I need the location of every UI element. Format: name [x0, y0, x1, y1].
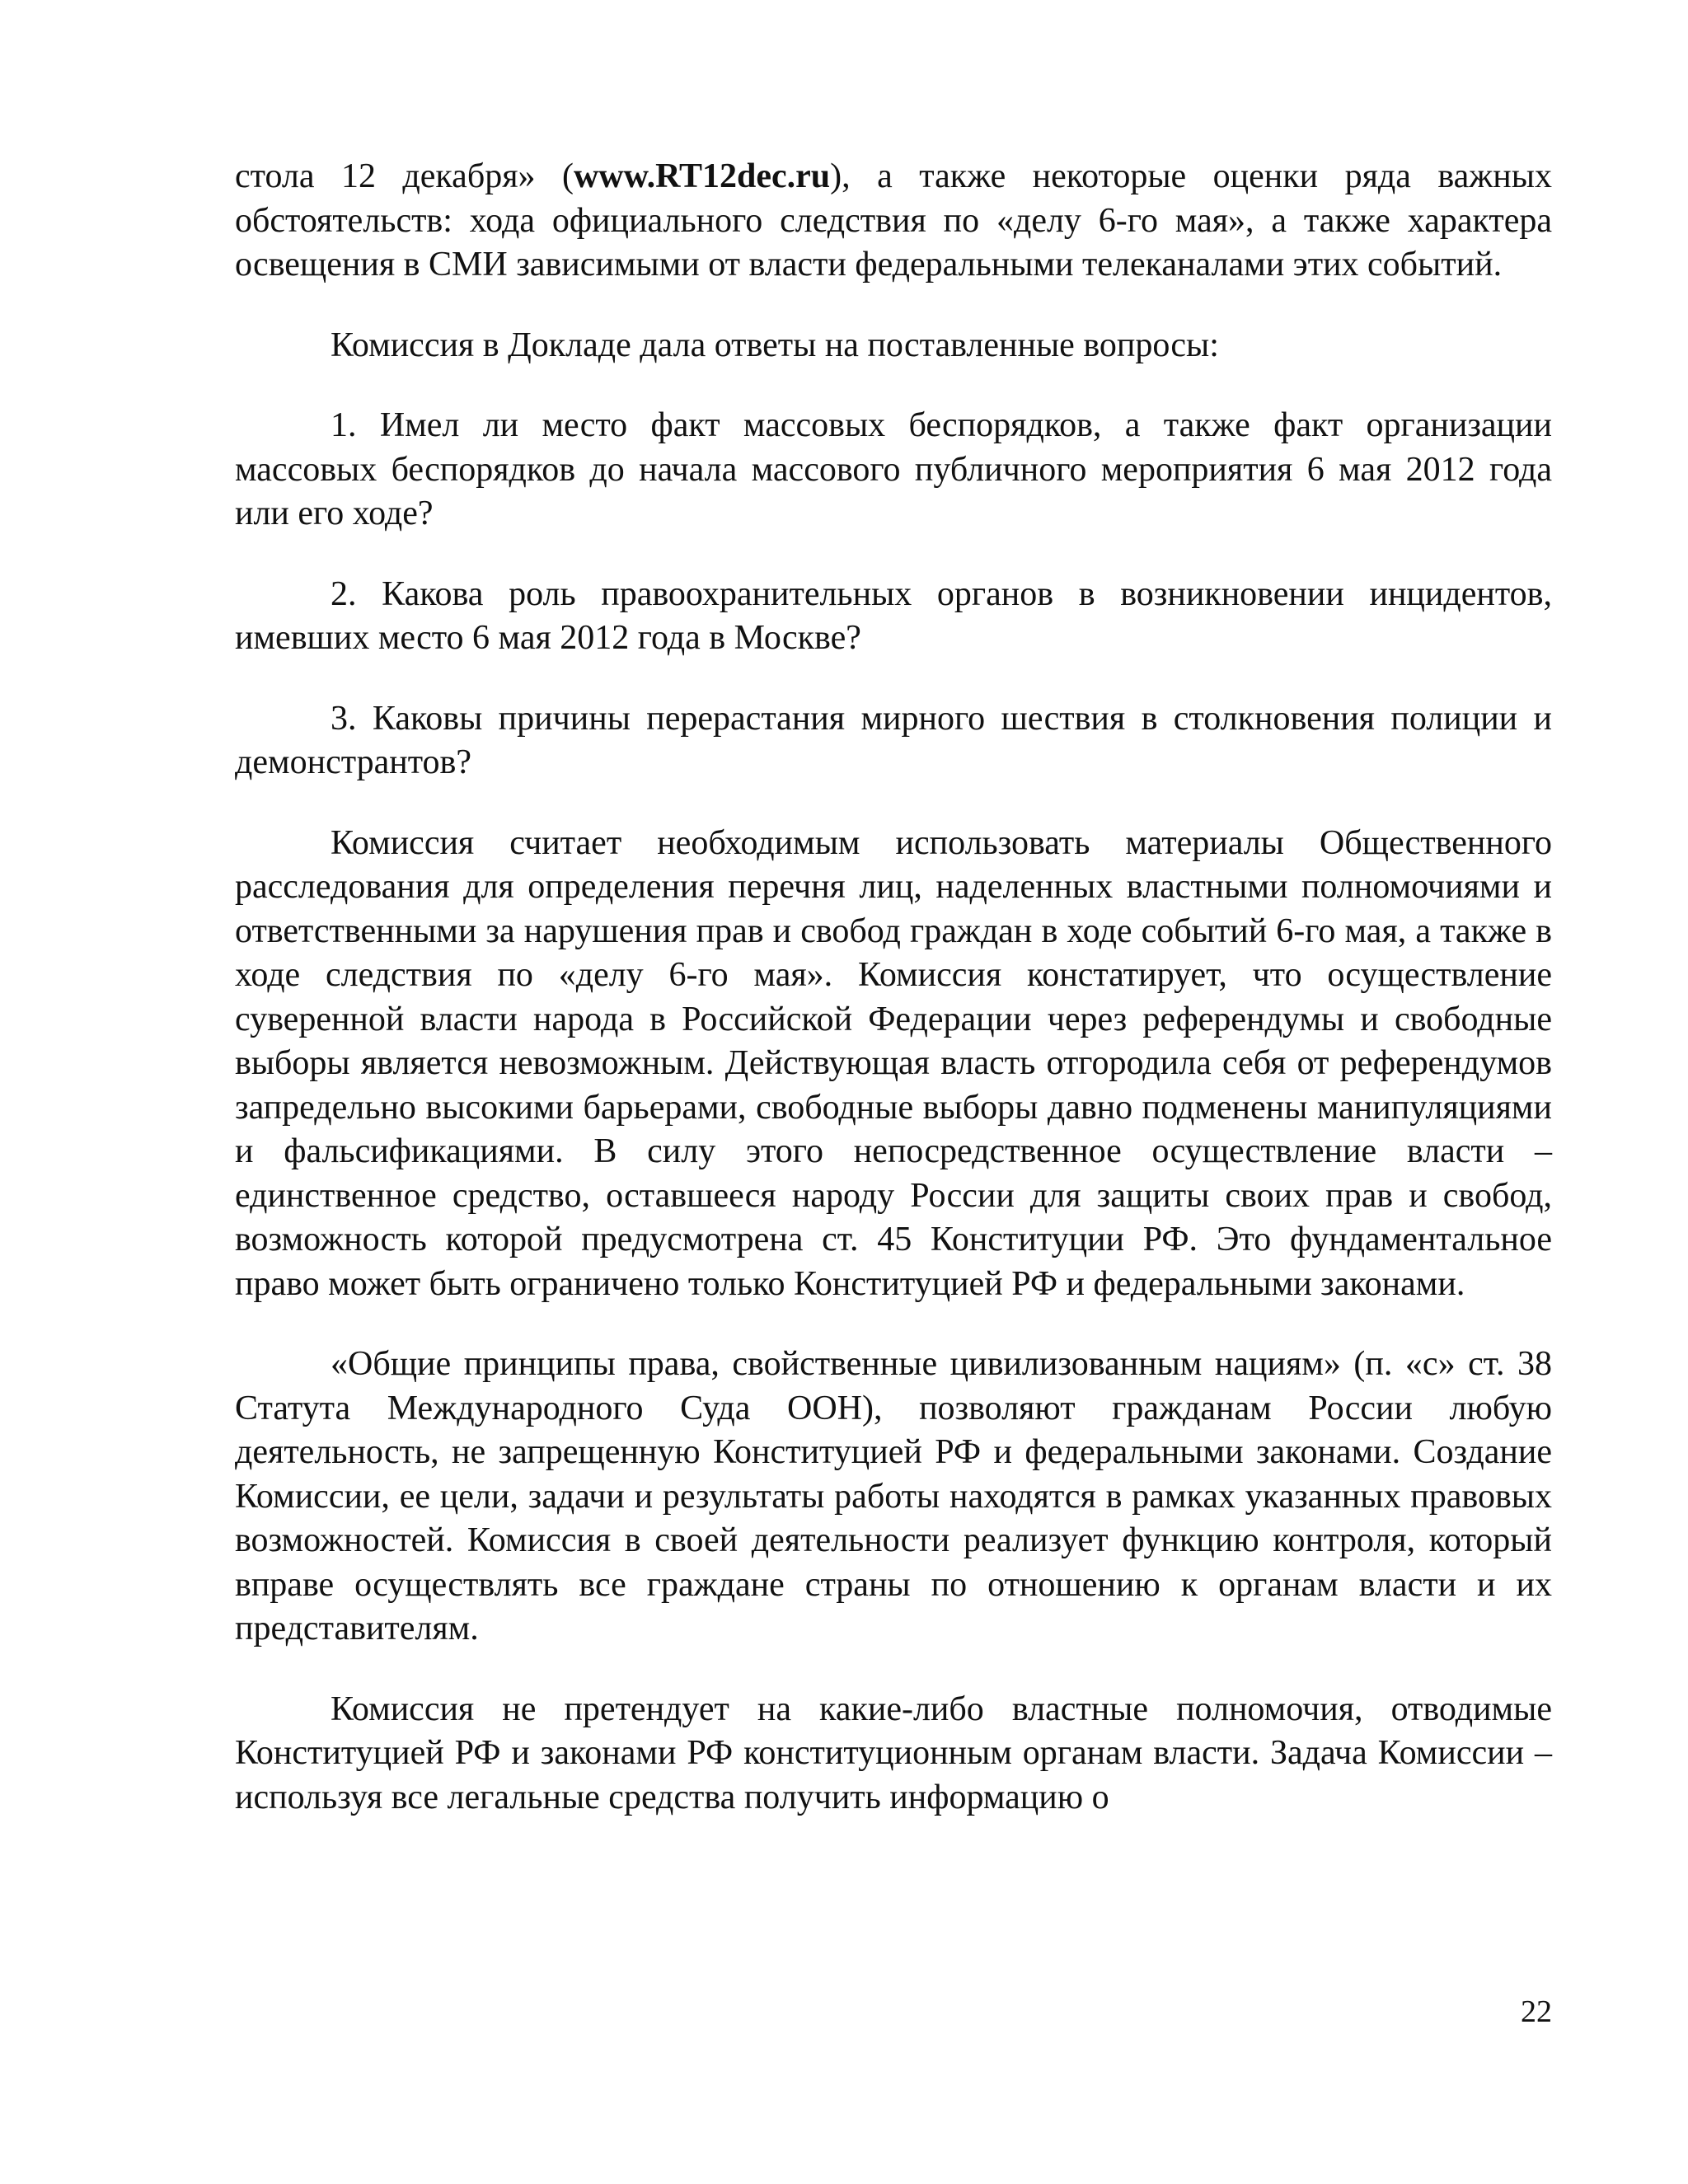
question-1: 1. Имел ли место факт массовых беспорядков, а также факт организации массовых беспорядков до начала массового публичного мероприятия 6 мая 2012 года или его ходе? — [235, 406, 1552, 532]
paragraph-2: Комиссия в Докладе дала ответы на поставленные вопросы: — [331, 326, 1219, 364]
paragraph-1-after: ), а также некоторые оценки ряда важных обстоятельств: хода официального следствия по «делу 6-го мая», а также характера освещения в СМИ зависимыми от власти федеральными телеканалами этих событий. — [235, 157, 1552, 284]
question-2: 2. Какова роль правоохранительных органов в возникновении инцидентов, имевших место 6 мая 2012 года в Москве? — [235, 574, 1552, 657]
paragraph-1-before: стола 12 декабря» ( — [235, 157, 574, 195]
paragraph-1 — [235, 155, 1552, 288]
paragraph-commission-materials: Комиссия считает необходимым использовать материалы Общественного расследования для определения перечня лиц, наделенных властными полномочиями и ответственными за нарушения прав и свобод граждан в ходе событий 6-го мая, а также в ходе следствия по «делу 6-го мая». Комиссия констатирует, что осуществление суверенной власти народа в Российской Федерации через референдумы и свободные выборы является невозможным. Действующая власть отгородила себя от референдумов запредельно высокими барьерами, свободные выборы давно подменены манипуляциями и фальсификациями. В силу этого непосредственное осуществление власти – единственное средство, оставшееся народу России для защиты своих прав и свобод, возможность которой предусмотрена ст. 45 Конституции РФ. Это фундаментальное право может быть ограничено только Конституцией РФ и федеральными законами. — [235, 823, 1552, 1303]
paragraph-general-principles: «Общие принципы права, свойственные цивилизованным нациям» (п. «с» ст. 38 Статута Международного Суда ООН), позволяют гражданам России любую деятельность, не запрещенную Конституцией РФ и федеральными законами. Создание Комиссии, ее цели, задачи и результаты работы находятся в рамках указанных правовых возможностей. Комиссия в своей деятельности реализует функцию контроля, который вправе осуществлять все граждане страны по отношению к органам власти и их представителям. — [235, 1345, 1552, 1647]
body-text — [235, 155, 1552, 1856]
page-number: 22 — [1521, 1994, 1552, 2029]
website-link[interactable]: www.RT12dec.ru — [573, 157, 831, 195]
paragraph-commission-powers: Комиссия не претендует на какие-либо властные полномочия, отводимые Конституцией РФ и законами РФ конституционным органам власти. Задача Комиссии – используя все легальные средства получить информацию о — [235, 1690, 1552, 1816]
question-3: 3. Каковы причины перерастания мирного шествия в столкновения полиции и демонстрантов? — [235, 699, 1552, 781]
